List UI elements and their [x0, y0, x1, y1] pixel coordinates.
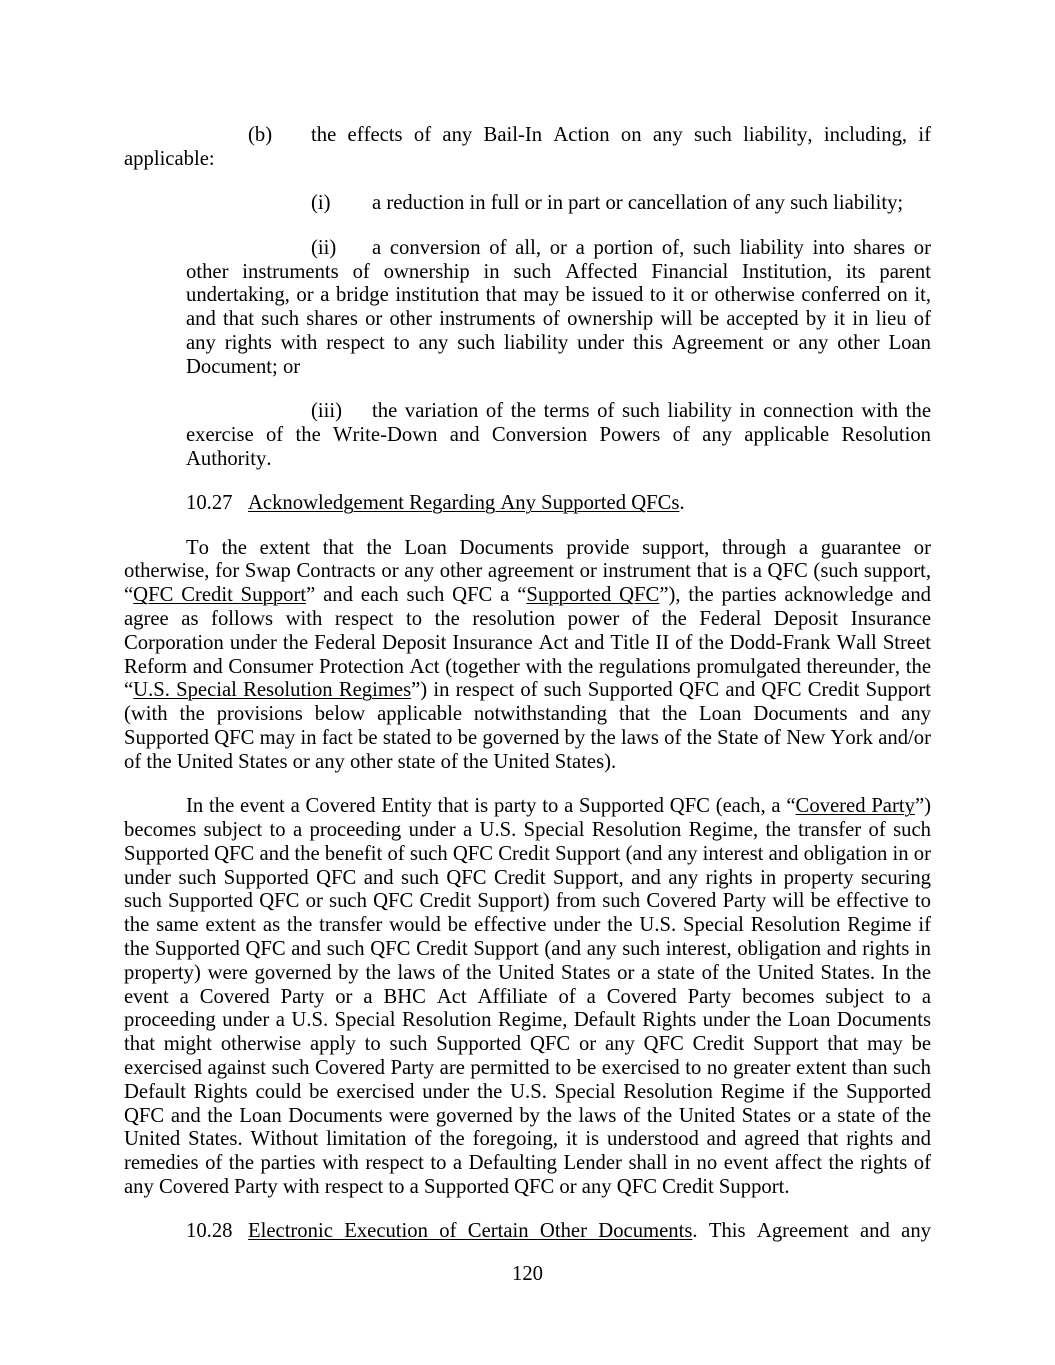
clause-b-i: [124, 192, 931, 216]
section-10-28-title: Electronic Execution of Certain Other Documents: [248, 1220, 693, 1243]
section-10-27-title-punct: .: [679, 492, 685, 515]
clause-b-i-text: a reduction in full or in part or cancellation of any such liability;: [372, 192, 904, 215]
paragraph-text: ”) in respect of such Supported QFC and QFC Credit Support (with the provisions below applicable notwithstanding that the Loan Documents and any Supported QFC may in fact be stated to be governed by the laws of the State of New York and/or of the United States or any other state of the United States).: [124, 679, 932, 773]
clause-b-iii-marker: (iii): [311, 400, 342, 423]
paragraph-text: In the event a Covered Entity that is party to a Supported QFC (each, a “: [186, 795, 796, 818]
section-10-28-number: 10.28: [186, 1220, 233, 1243]
clause-b-ii: [186, 237, 931, 380]
page-number: 120: [512, 1263, 543, 1285]
section-10-27-title: Acknowledgement Regarding Any Supported QFCs: [248, 492, 680, 515]
defined-term-supported-qfc: Supported QFC: [526, 584, 660, 607]
clause-b-iii: [186, 400, 931, 471]
paragraph-text: ” and each such QFC a “: [306, 584, 527, 607]
clause-b-ii-text: a conversion of all, or a portion of, such liability into shares or other instruments of ownership in such Affected Financial Institution, its parent undertaking, or a bridge institution that may be issued to it or otherwise conferred on it, and that such shares or other instruments of ownership will be accepted by it in lieu of any rights with respect to any such liability under this Agreement or any other Loan Document; or: [186, 236, 931, 378]
body-text: [124, 124, 931, 1265]
paragraph-text: ”) becomes subject to a proceeding under a U.S. Special Resolution Regime, the transfer of such Supported QFC and the benefit of such QFC Credit Support (and any interest and obligation in or under such Supported QFC and such QFC Credit Support, and any rights in property securing such Supported QFC or such QFC Credit Support) from such Covered Party will be effective to the same extent as the transfer would be effective under the U.S. Special Resolution Regime if the Supported QFC and such QFC Credit Support (and any such interest, obligation and rights in property) were governed by the laws of the United States or a state of the United States. In the event a Covered Party or a BHC Act Affiliate of a Covered Party becomes subject to a proceeding under a U.S. Special Resolution Regime, Default Rights under the Loan Documents that might otherwise apply to such Supported QFC or any QFC Credit Support that may be exercised against such Covered Party are permitted to be exercised to no greater extent than such Default Rights could be exercised under the U.S. Special Resolution Regime if the Supported QFC and the Loan Documents were governed by the laws of the United States or a state of the United States. Without limitation of the foregoing, it is understood and agreed that rights and remedies of the parties with respect to a Defaulting Lender shall in no event affect the rights of any Covered Party with respect to a Supported QFC or any QFC Credit Support.: [124, 795, 931, 1199]
section-10-27-paragraph-1: [124, 537, 931, 775]
section-10-27-number: 10.27: [186, 492, 233, 515]
section-10-28-text: . This Agreement and any: [692, 1220, 931, 1243]
defined-term-qfc-credit-support: QFC Credit Support: [133, 584, 307, 607]
paragraph-text: To the extent that the Loan Documents provide support, through a guarantee or otherwise, for Swap Contracts or any other agreement or instrument that is a QFC (such support, “: [124, 536, 931, 607]
clause-b: [124, 124, 931, 172]
clause-b-i-marker: (i): [311, 192, 331, 215]
defined-term-us-special-resolution-regimes: U.S. Special Resolution Regimes: [133, 679, 412, 702]
clause-b-text: the effects of any Bail-In Action on any such liability, including, if applicable:: [124, 124, 931, 170]
clause-b-marker: (b): [248, 124, 273, 146]
paragraph-text: ”), the parties acknowledge and agree as follows with respect to the resolution power of the Federal Deposit Insurance Corporation under the Federal Deposit Insurance Act and Title II of the Dodd-Frank Wall Street Reform and Consumer Protection Act (together with the regulations promulgated thereunder, the “: [124, 584, 932, 702]
section-10-27-paragraph-2: [124, 795, 931, 1200]
section-10-27-heading: [124, 492, 931, 516]
clause-b-iii-text: the variation of the terms of such liability in connection with the exercise of the Write-Down and Conversion Powers of any applicable Resolution Authority.: [186, 400, 931, 470]
defined-term-covered-party: Covered Party: [795, 795, 915, 818]
clause-b-ii-marker: (ii): [311, 236, 337, 259]
section-10-28: [124, 1220, 931, 1244]
